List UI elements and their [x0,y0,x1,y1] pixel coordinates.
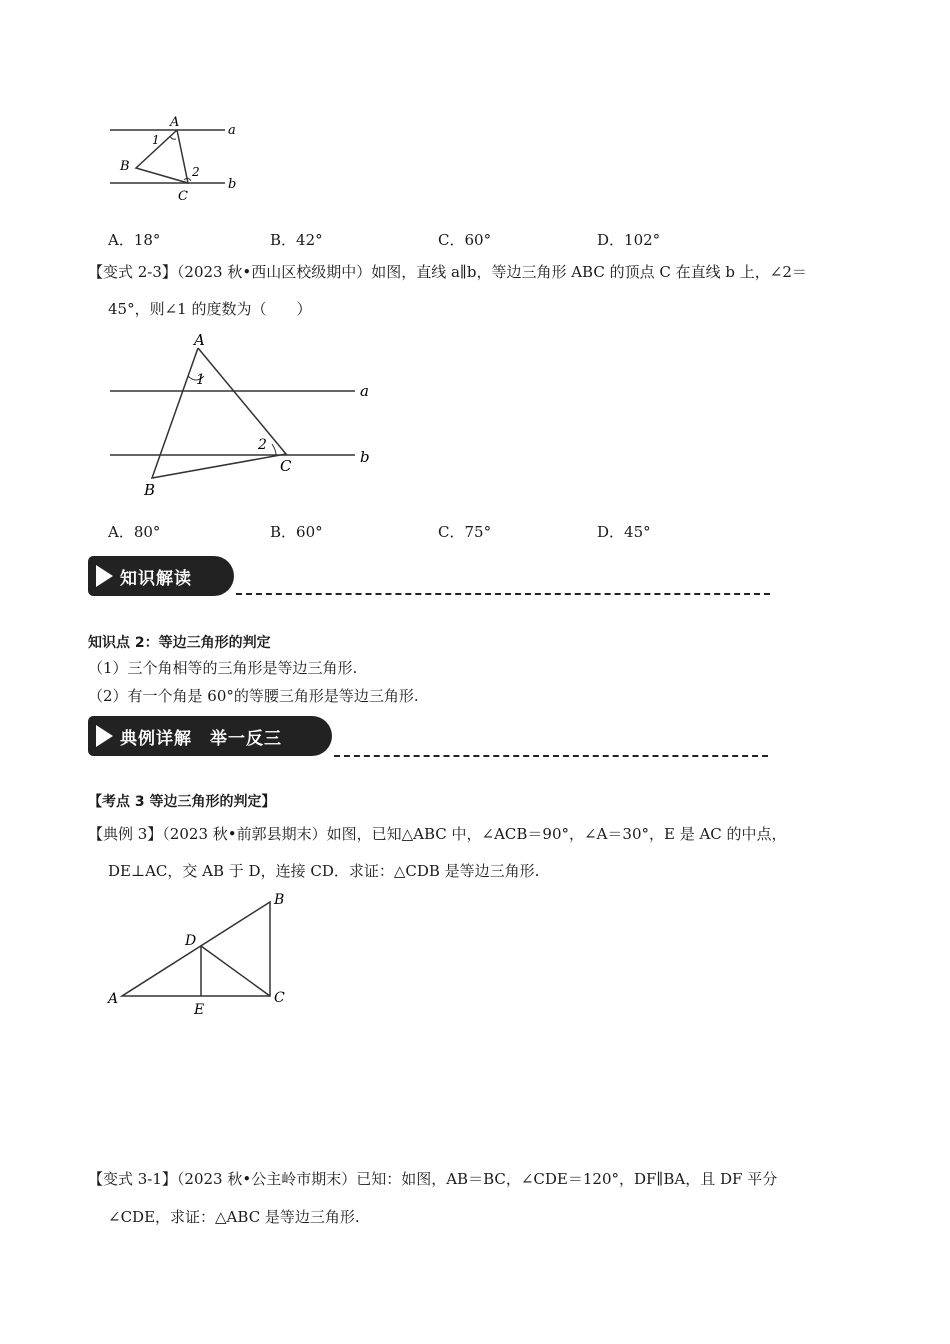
example-3-line2: DE⊥AC，交 AB 于 D，连接 CD．求证：△CDB 是等边三角形. [108,862,540,880]
example-3-line1: 【典例 3】（2023 秋•前郭县期末）如图，已知△ABC 中，∠ACB＝90°，∠A＝30°，E 是 AC 的中点， [88,825,787,843]
variant-3-1-line1: 【变式 3-1】（2023 秋•公主岭市期末）已知：如图，AB＝BC，∠CDE＝120°，DF∥BA，且 DF 平分 [88,1170,778,1188]
q2-option-a: A．80° [108,523,161,541]
fig1-label-C: C [178,189,188,204]
variant-3-1-line2: ∠CDE，求证：△ABC 是等边三角形. [108,1208,360,1226]
fig1-label-b: b [228,177,237,192]
q2-option-d: D．45° [597,523,651,541]
banner-knowledge-label: 知识解读 [120,569,192,589]
fig2-angle-2: 2 [258,437,267,453]
banner2-dashed-divider [334,755,768,757]
exam-point-3-heading: 【考点 3 等边三角形的判定】 [88,794,276,810]
section-banner-knowledge [88,556,238,596]
q1-option-a: A．18° [108,231,161,249]
play-icon [96,565,113,587]
fig3-label-D: D [185,933,197,949]
q1-option-d: D．102° [597,231,661,249]
fig1-label-a: a [228,123,236,138]
question-variant-2-3-line1: 【变式 2-3】（2023 秋•西山区校级期中）如图，直线 a∥b，等边三角形 ABC 的顶点 C 在直线 b 上，∠2＝ [88,263,807,281]
banner1-dashed-divider [236,593,770,595]
q1-option-b: B．42° [270,231,323,249]
fig1-label-A: A [170,115,180,130]
fig2-label-C: C [280,457,292,475]
fig2-label-B: B [144,481,156,499]
fig2-label-b: b [360,448,370,466]
fig3-label-B: B [274,892,285,908]
q2-option-b: B．60° [270,523,323,541]
fig2-label-A: A [194,331,205,349]
fig1-angle-2: 2 [192,165,200,179]
knowledge-point-item-1: （1）三个角相等的三角形是等边三角形. [88,659,358,677]
play-icon [96,725,113,747]
fig2-angle-1: 1 [196,372,205,388]
fig1-label-B: B [120,159,130,174]
q1-option-c: C．60° [438,231,492,249]
fig3-label-C: C [274,990,285,1006]
fig1-angle-1: 1 [152,133,160,147]
question-variant-2-3-line2: 45°，则∠1 的度数为（ ） [108,300,312,318]
fig2-label-a: a [360,382,369,400]
q2-option-c: C．75° [438,523,492,541]
figure-parallel-lines-triangle-1 [100,110,260,205]
banner-examples-label: 典例详解 举一反三 [120,729,282,749]
figure-parallel-lines-triangle-2 [100,328,390,503]
figure-right-triangle-example-3 [100,885,300,1020]
fig3-label-A: A [108,991,119,1007]
knowledge-point-title: 知识点 2：等边三角形的判定 [88,635,271,651]
fig3-label-E: E [194,1002,205,1018]
section-banner-examples [88,716,336,756]
knowledge-point-item-2: （2）有一个角是 60°的等腰三角形是等边三角形. [88,687,419,705]
